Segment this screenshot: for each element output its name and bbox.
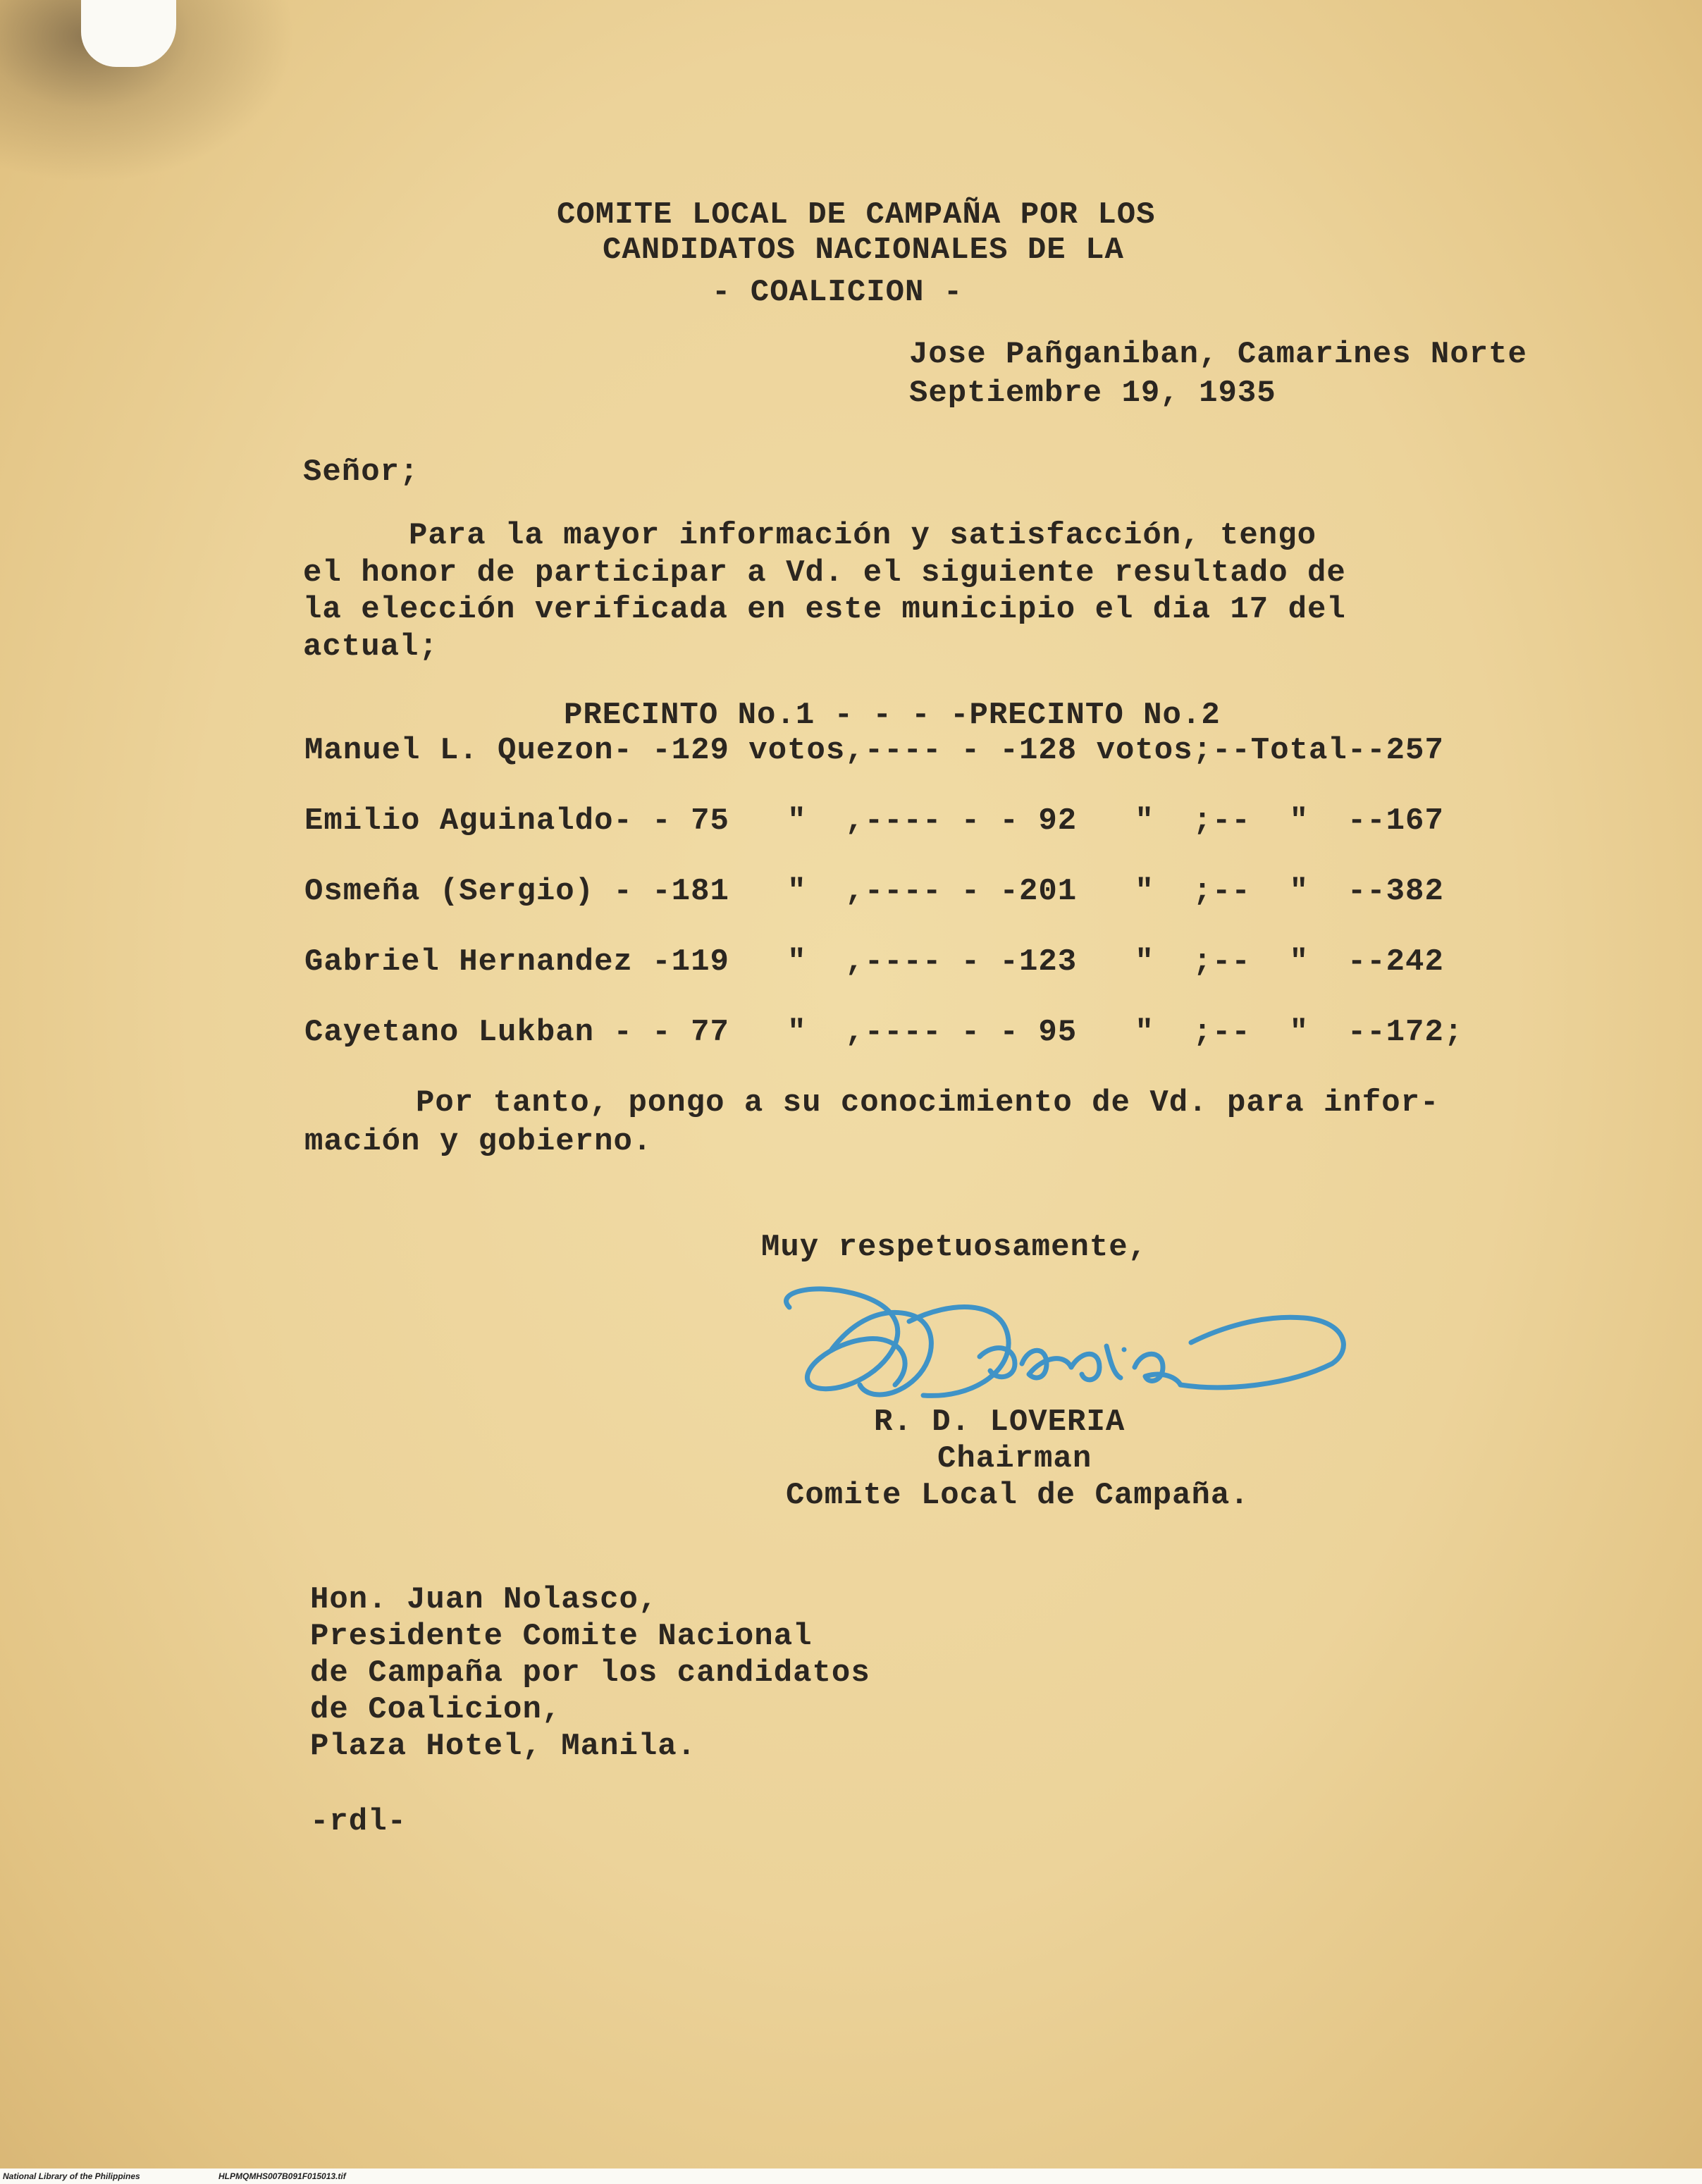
heading-line-3: - COALICION - <box>712 275 963 310</box>
table-header: PRECINTO No.1 - - - -PRECINTO No.2 <box>564 698 1221 733</box>
recipient-line-2: Presidente Comite Nacional <box>310 1619 813 1654</box>
heading-line-1: COMITE LOCAL DE CAMPAÑA POR LOS <box>557 197 1156 233</box>
place: Jose Pañganiban, Camarines Norte <box>909 337 1527 372</box>
recipient-line-5: Plaza Hotel, Manila. <box>310 1729 697 1764</box>
recipient-line-3: de Campaña por los candidatos <box>310 1655 870 1691</box>
body-line-2: el honor de participar a Vd. el siguiente resultado de <box>303 555 1346 591</box>
archive-footer <box>0 2168 1702 2184</box>
signer-name: R. D. LOVERIA <box>874 1405 1126 1440</box>
signer-title: Chairman <box>937 1441 1092 1476</box>
valediction: Muy respetuosamente, <box>761 1230 1148 1265</box>
footer-library: National Library of the Philippines <box>3 2171 140 2181</box>
closing-line-2: mación y gobierno. <box>304 1124 653 1159</box>
salutation: Señor; <box>303 455 419 490</box>
heading-line-2: CANDIDATOS NACIONALES DE LA <box>603 233 1124 268</box>
body-line-4: actual; <box>303 629 438 665</box>
closing-line-1: Por tanto, pongo a su conocimiento de Vd. para infor- <box>416 1085 1440 1121</box>
table-row: Manuel L. Quezon- -129 votos,---- - -128 votos;--Total--257 <box>304 733 1444 768</box>
date: Septiembre 19, 1935 <box>909 376 1276 411</box>
body-line-3: la elección verificada en este municipio el dia 17 del <box>303 592 1346 627</box>
signer-org: Comite Local de Campaña. <box>786 1478 1250 1513</box>
table-row: Emilio Aguinaldo- - 75 " ,---- - - 92 " ;-- " --167 <box>304 803 1444 839</box>
body-line-1: Para la mayor información y satisfacción, tengo <box>409 518 1317 553</box>
table-row: Gabriel Hernandez -119 " ,---- - -123 " ;-- " --242 <box>304 944 1444 980</box>
recipient-line-1: Hon. Juan Nolasco, <box>310 1582 658 1617</box>
recipient-line-4: de Coalicion, <box>310 1692 562 1727</box>
footer-file-id: HLPMQMHS007B091F015013.tif <box>218 2171 346 2181</box>
table-row: Osmeña (Sergio) - -181 " ,---- - -201 " ;-- " --382 <box>304 874 1444 909</box>
table-row: Cayetano Lukban - - 77 " ,---- - - 95 " ;-- " --172; <box>304 1015 1464 1050</box>
typist-initials: -rdl- <box>310 1804 407 1839</box>
